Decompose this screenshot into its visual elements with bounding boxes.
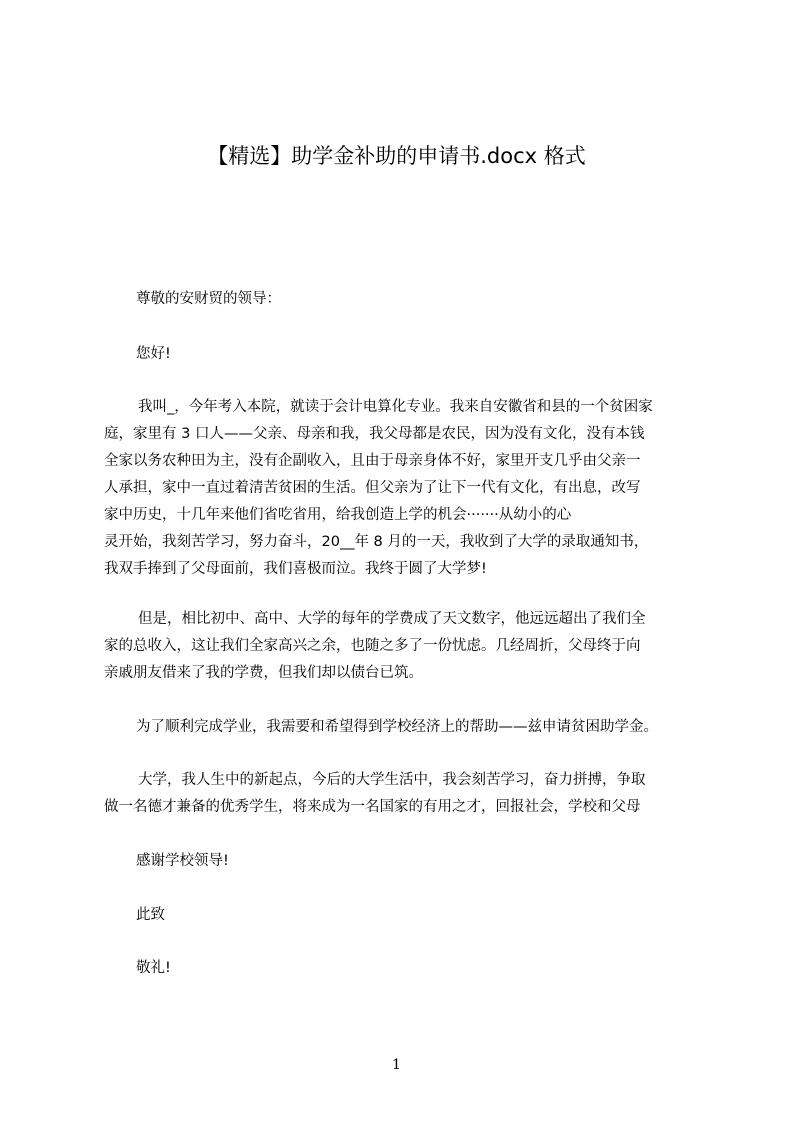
- paragraph-line: 我双手捧到了父母面前，我们喜极而泣。我终于圆了大学梦!: [104, 561, 487, 577]
- paragraph-line: 但是，相比初中、高中、大学的每年的学费成了天文数字，他远远超出了我们全: [138, 611, 646, 627]
- paragraph-family-background: [104, 394, 653, 583]
- salutation: 尊敬的安财贸的领导：: [136, 291, 281, 307]
- paragraph-application: 为了顺利完成学业，我需要和希望得到学校经济上的帮助——兹申请贫困助学金。: [136, 719, 658, 735]
- paragraph-commitment: [104, 767, 646, 821]
- paragraph-line: 庭，家里有 3 口人——父亲、母亲和我，我父母都是农民，因为没有文化，没有本钱: [104, 426, 645, 442]
- closing-line-2: 敬礼!: [136, 960, 171, 976]
- paragraph-line: 大学，我人生中的新起点，今后的大学生活中，我会刻苦学习，奋力拼搏，争取: [138, 772, 646, 788]
- paragraph-line: 人承担，家中一直过着清苦贫困的生活。但父亲为了让下一代有文化，有出息，改写: [104, 480, 641, 496]
- paragraph-line: 我叫_，今年考入本院，就读于会计电算化专业。我来自安徽省和县的一个贫困家: [138, 399, 653, 415]
- page-number: 1: [392, 1057, 401, 1073]
- paragraph-line: 灵开始，我刻苦学习，努力奋斗，20__年 8 月的一天，我收到了大学的录取通知书，: [104, 534, 649, 550]
- document-title: 【精选】助学金补助的申请书.docx 格式: [207, 144, 586, 168]
- greeting: 您好!: [136, 346, 171, 362]
- paragraph-tuition-burden: [104, 606, 646, 687]
- paragraph-line: 家中历史，十几年来他们省吃省用，给我创造上学的机会·······从幼小的心: [104, 507, 572, 523]
- closing-line-1: 此致: [136, 907, 165, 923]
- paragraph-line: 亲戚朋友借来了我的学费，但我们却以债台已筑。: [104, 665, 423, 681]
- paragraph-line: 做一名德才兼备的优秀学生，将来成为一名国家的有用之才，回报社会，学校和父母: [104, 799, 641, 815]
- paragraph-line: 家的总收入，这让我们全家高兴之余，也随之多了一份忧虑。几经周折，父母终于向: [104, 638, 641, 654]
- paragraph-line: 全家以务农种田为主，没有企副收入，且由于母亲身体不好，家里开支几乎由父亲一: [104, 453, 641, 469]
- thanks-line: 感谢学校领导!: [136, 853, 229, 869]
